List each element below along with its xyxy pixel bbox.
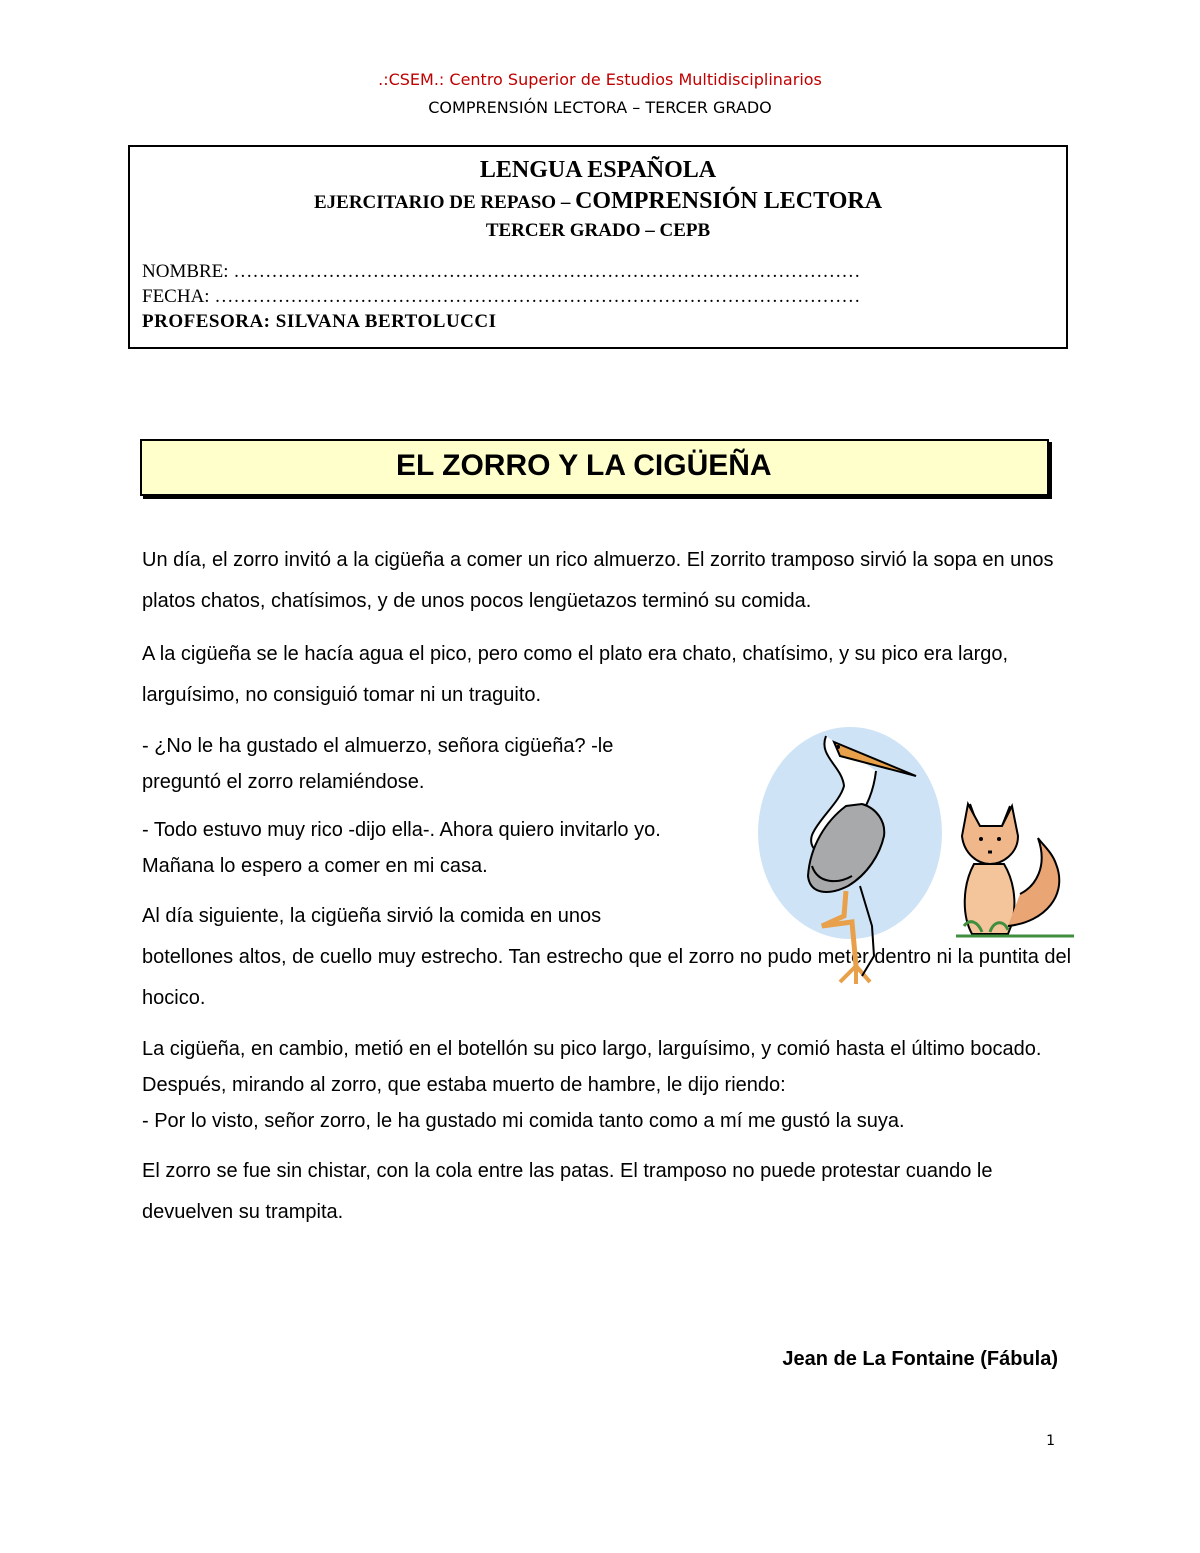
paragraph-6a: La cigüeña, en cambio, metió en el botellón su pico largo, larguísimo, y comió hasta el último bocado. Después, mirando al zorro, que estaba muerto de hambre, le dijo riendo: [142, 1038, 1042, 1096]
subject-line: COMPRENSIÓN LECTORA – TERCER GRADO [428, 98, 772, 117]
paragraph-2: A la cigüeña se le hacía agua el pico, pero como el plato era chato, chatísimo, y su pico era largo, larguísimo, no consiguió tomar ni un traguito. [142, 643, 1009, 706]
story-title: EL ZORRO Y LA CIGÜEÑA [396, 449, 772, 482]
paragraph-3b: preguntó el zorro relamiéndose. [142, 771, 425, 793]
box-title: LENGUA ESPAÑOLA [479, 157, 717, 183]
paragraph-7: El zorro se fue sin chistar, con la cola entre las patas. El tramposo no puede protestar cuando le devuelven su trampita. [142, 1160, 993, 1223]
stork-illustration [758, 727, 942, 984]
paragraph-5b: botellones altos, de cuello muy estrecho. Tan estrecho que el zorro no pudo meter dentro ni la puntita del hocico. [142, 946, 1072, 1009]
page-header [0, 68, 1200, 120]
author-credit: Jean de La Fontaine (Fábula) [782, 1348, 1058, 1370]
fox-illustration [956, 804, 1074, 936]
paragraph-4b: Mañana lo espero a comer en mi casa. [142, 855, 488, 877]
student-info-box [128, 145, 1068, 349]
paragraph-6b: - Por lo visto, señor zorro, le ha gustado mi comida tanto como a mí me gustó la suya. [142, 1110, 905, 1132]
paragraph-4a: - Todo estuvo muy rico -dijo ella-. Ahora quiero invitarlo yo. [142, 819, 661, 841]
stork-fox-illustration [756, 726, 1096, 996]
story-title-box [140, 439, 1049, 496]
paragraph-3a: - ¿No le ha gustado el almuerzo, señora cigüeña? -le [142, 735, 614, 757]
box-subtitle-main: COMPRENSIÓN LECTORA [575, 188, 883, 214]
institution-name: .:CSEM.: Centro Superior de Estudios Multidisciplinarios [378, 70, 822, 89]
profesora-line: PROFESORA: SILVANA BERTOLUCCI [142, 311, 497, 332]
paragraph-1: Un día, el zorro invitó a la cigüeña a comer un rico almuerzo. El zorrito tramposo sirvió la sopa en unos platos chatos, chatísimos, y de unos pocos lengüetazos terminó su comida. [142, 549, 1054, 612]
paragraph-6 [142, 1031, 1072, 1139]
paragraph-5a: Al día siguiente, la cigüeña sirvió la comida en unos [142, 905, 602, 927]
box-subtitle [142, 187, 1054, 217]
box-subtitle-prefix: EJERCITARIO DE REPASO – [313, 192, 576, 213]
paragraph-3 [142, 728, 762, 800]
box-grade: TERCER GRADO – CEPB [485, 220, 711, 241]
nombre-field[interactable]: NOMBRE: ……………………………………………………………………………………… [142, 261, 861, 282]
paragraph-4 [142, 812, 762, 884]
fecha-field[interactable]: FECHA: ………………………………………………………………………………………… [142, 286, 861, 307]
page-number: 1 [1046, 1433, 1055, 1449]
